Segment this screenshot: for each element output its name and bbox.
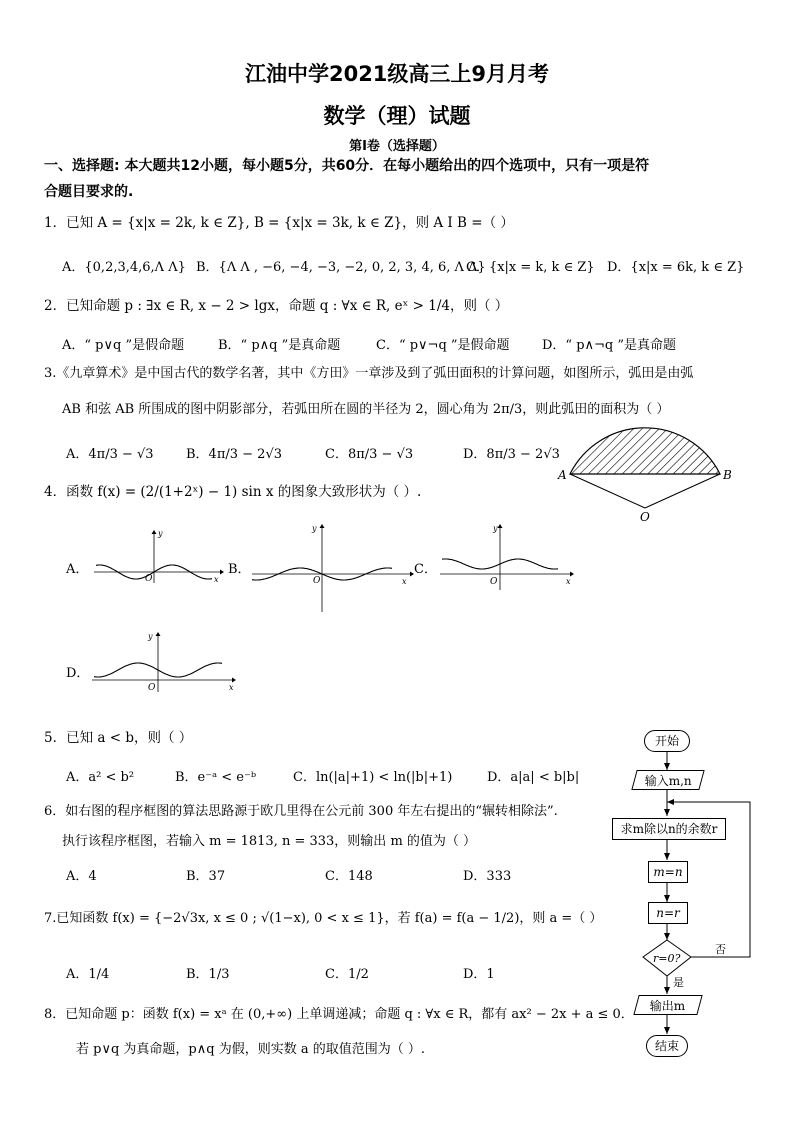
no-label: 否 <box>715 943 726 956</box>
q7-stem: 7.已知函数 f(x) = {−2√3x, x ≤ 0 ; √(1−x), 0 < x ≤ 1}，若 f(a) = f(a − 1/2)，则 a =（ ） <box>44 911 603 926</box>
flowchart-input <box>631 770 704 790</box>
flowchart-output-text: 输出m <box>650 999 686 1013</box>
q1-option-a: A．{0,2,3,4,6,Λ Λ} <box>62 260 186 275</box>
label-o: O <box>640 510 650 524</box>
q7-option-b: B．1/3 <box>186 967 230 982</box>
graph-a <box>92 528 224 584</box>
graph-c-y-label: y <box>493 524 498 533</box>
shaded-segment <box>570 428 720 474</box>
q7-option-a: A．1/4 <box>66 967 110 982</box>
flowchart-start: 开始 <box>644 730 690 752</box>
graph-d-x-label: x <box>229 683 234 692</box>
q6-option-c: C．148 <box>325 869 373 884</box>
q2-option-a: A．“ p∨q ”是假命题 <box>62 338 185 353</box>
graph-d <box>90 630 238 694</box>
q3-line2: AB 和弦 AB 所围成的图中阴影部分，若弧田所在圆的半径为 2，圆心角为 2π/3，则此弧田的面积为（ ） <box>62 402 670 417</box>
q6-line1: 6．如右图的程序框图的算法思路源于欧几里得在公元前 300 年左右提出的“辗转相除法”. <box>44 804 558 819</box>
q5-option-c: C．ln(|a|+1) < ln(|b|+1) <box>293 770 453 785</box>
label-a: A <box>558 468 567 482</box>
q6-line2: 执行该程序框图，若输入 m = 1813, n = 333，则输出 m 的值为（ ） <box>62 834 477 849</box>
q2-option-d: D．“ p∧¬q ”是真命题 <box>542 338 677 353</box>
section-instructions-line1: 一、选择题: 本大题共12小题，每小题5分，共60分．在每小题给出的四个选项中，只有一项是符 <box>44 158 650 174</box>
q4-option-a: A． <box>66 562 89 577</box>
q3-option-b: B．4π/3 − 2√3 <box>186 447 283 462</box>
graph-c-origin: O <box>490 577 498 587</box>
q5-option-a: A．a² < b² <box>66 770 135 785</box>
q5-option-d: D．a|a| < b|b| <box>487 770 580 785</box>
graph-c <box>438 522 576 592</box>
graph-a-x-label: x <box>214 575 219 584</box>
graph-c-x-label: x <box>566 577 571 586</box>
q6-option-a: A．4 <box>66 869 97 884</box>
flowchart-output <box>633 995 702 1015</box>
exam-title: 江油中学2021级高三上9月月考 <box>244 62 550 86</box>
flowchart-remainder: 求m除以n的余数r <box>612 818 726 840</box>
q6-option-b: B．37 <box>186 869 226 884</box>
q7-option-d: D．1 <box>463 967 495 982</box>
label-b: B <box>723 468 732 482</box>
q8-line2: 若 p∨q 为真命题，p∧q 为假，则实数 a 的取值范围为（ ）. <box>76 1042 425 1057</box>
graph-b-origin: O <box>313 576 321 586</box>
q7-option-c: C．1/2 <box>325 967 369 982</box>
q5-stem: 5．已知 a < b，则（ ） <box>44 730 193 746</box>
q1-option-d: D．{x|x = 6k, k ∈ Z} <box>607 260 745 275</box>
graph-a-y-label: y <box>158 529 163 538</box>
graph-a-origin: O <box>145 574 153 584</box>
q1-option-c: C．{x|x = k, k ∈ Z} <box>466 260 595 275</box>
graph-d-y-label: y <box>148 632 153 641</box>
q4-option-c: C． <box>414 562 437 577</box>
flowchart-input-text: 输入m,n <box>644 774 692 788</box>
q6-option-d: D．333 <box>463 869 512 884</box>
volume-label: 第I卷（选择题） <box>349 139 445 154</box>
graph-b-x-label: x <box>402 577 407 586</box>
q4-option-d: D． <box>66 666 90 681</box>
q2-option-c: C．“ p∨¬q ”是假命题 <box>376 338 510 353</box>
flowchart-assign-n: n=r <box>648 902 688 924</box>
flowchart-end: 结束 <box>646 1035 688 1057</box>
graph-b <box>250 522 415 614</box>
radius-oa <box>570 474 645 508</box>
graph-d-origin: O <box>148 683 156 693</box>
exam-subtitle: 数学（理）试题 <box>323 104 471 128</box>
q2-option-b: B．“ p∧q ”是真命题 <box>218 338 341 353</box>
q5-option-b: B．e⁻ᵃ < e⁻ᵇ <box>175 770 257 785</box>
q8-line1: 8．已知命题 p：函数 f(x) = xᵃ 在 (0,+∞) 上单调递减；命题 q : ∀x ∈ R，都有 ax² − 2x + a ≤ 0． <box>44 1007 634 1022</box>
q3-line1: 3.《九章算术》是中国古代的数学名著，其中《方田》一章涉及到了弧田面积的计算问题，如图所示，弧田是由弧 <box>44 366 694 381</box>
flowchart-assign-m: m=n <box>648 861 688 883</box>
q4-stem: 4．函数 f(x) = (2/(1+2ˣ) − 1) sin x 的图象大致形状为（ ）. <box>44 484 422 500</box>
yes-label: 是 <box>673 976 684 989</box>
q3-option-a: A．4π/3 − √3 <box>66 447 154 462</box>
q2-stem: 2．已知命题 p : ∃x ∈ R, x − 2 > lgx，命题 q : ∀x ∈ R, eˣ > 1/4，则（ ） <box>44 298 509 314</box>
q4-option-b: B． <box>228 562 251 577</box>
arc-field-figure <box>552 425 742 525</box>
q3-option-d: D．8π/3 − 2√3 <box>463 447 560 462</box>
q1-stem: 1．已知 A = {x|x = 2k, k ∈ Z}, B = {x|x = 3k, k ∈ Z}，则 A I B =（ ） <box>44 215 514 231</box>
condition-text: r=0? <box>653 952 681 965</box>
q3-option-c: C．8π/3 − √3 <box>325 447 414 462</box>
q1-option-b: B．{Λ Λ , −6, −4, −3, −2, 0, 2, 3, 4, 6, Λ Λ} <box>196 260 486 275</box>
radius-ob <box>645 474 720 508</box>
section-instructions-line2: 合题目要求的. <box>44 184 134 200</box>
graph-b-y-label: y <box>312 524 317 533</box>
